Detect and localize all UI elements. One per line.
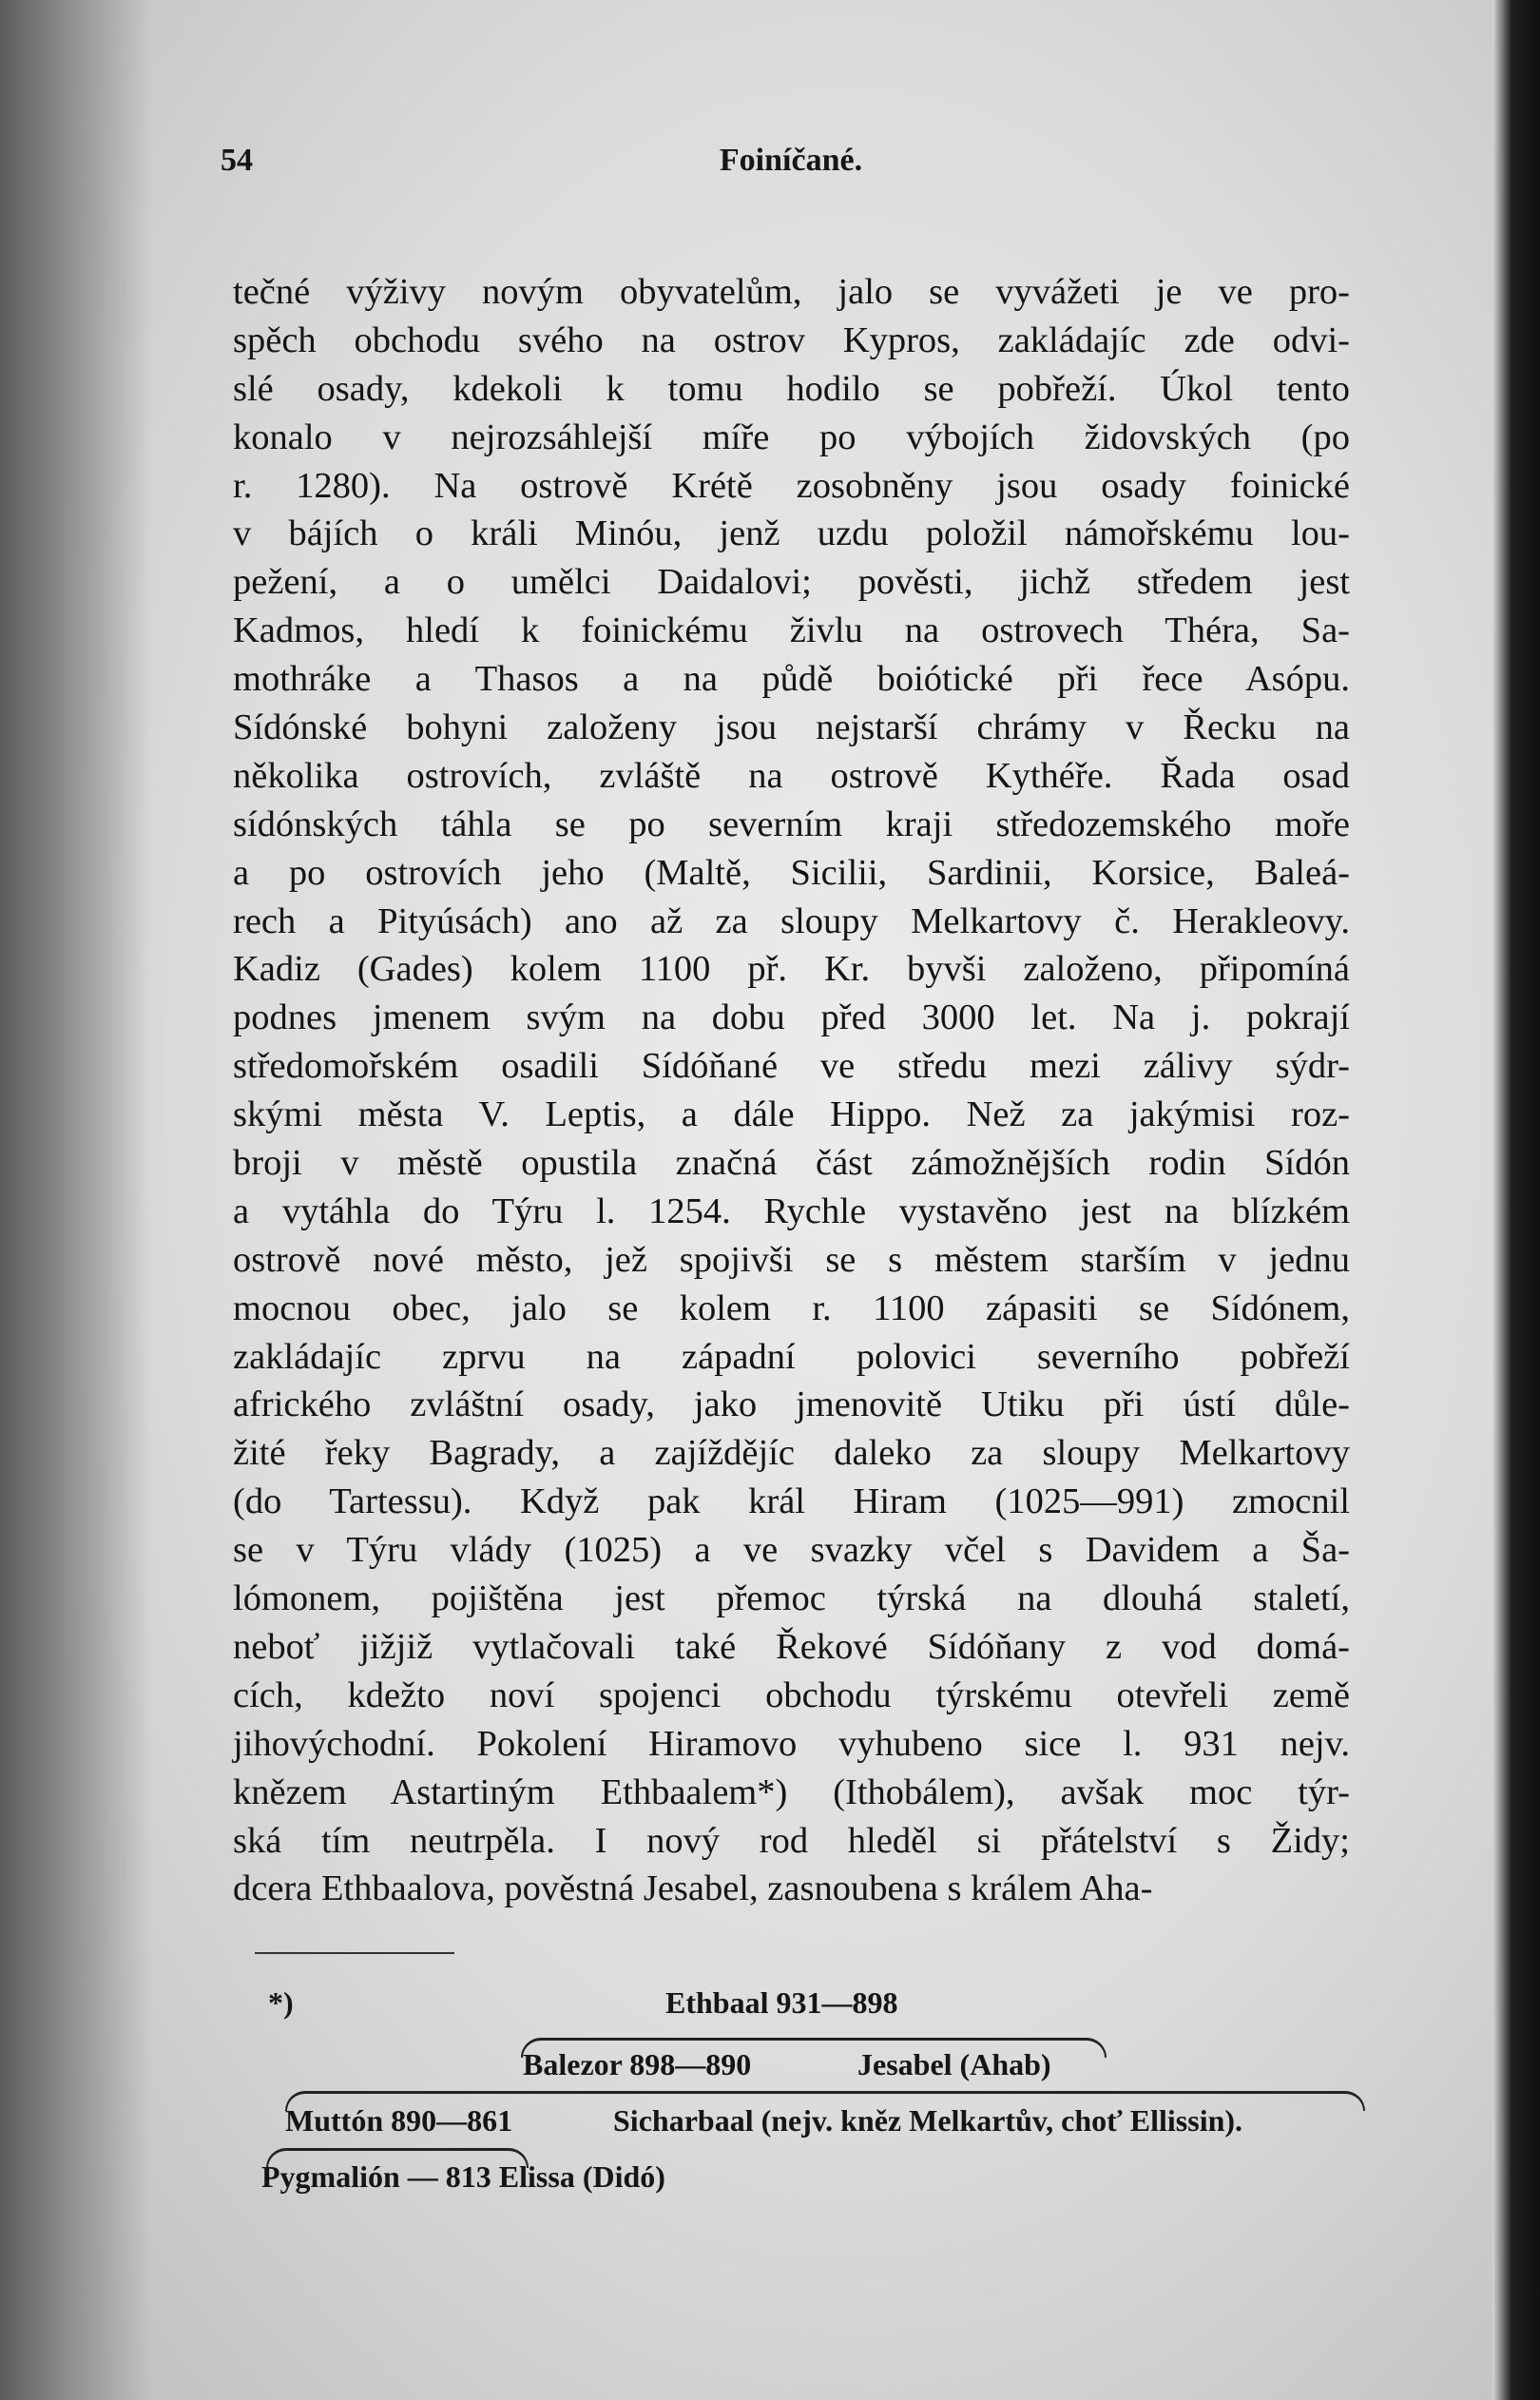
- body-line: lómonem, pojištěna jest přemoc týrská na dlouhá staletí,: [233, 1578, 1350, 1619]
- body-line: Kadiz (Gades) kolem 1100 př. Kr. byvši založeno, připomíná: [233, 949, 1350, 990]
- genealogy-grandchild-2: Sicharbaal (nejv. kněz Melkartův, choť Ellissin).: [613, 2103, 1243, 2138]
- genealogy-grandchild-1: Muttón 890—861: [285, 2103, 513, 2138]
- body-line: broji v městě opustila značná část zámožnějších rodin Sídón: [233, 1143, 1350, 1184]
- page-edge: [1492, 0, 1540, 2400]
- body-line: skými města V. Leptis, a dále Hippo. Než za jakýmisi roz-: [233, 1094, 1350, 1135]
- running-header: [221, 143, 1352, 200]
- genealogy-child-2: Jesabel (Ahab): [857, 2047, 1051, 2081]
- body-line: konalo v nejrozsáhlejší míře po výbojích židovských (po: [233, 416, 1350, 457]
- body-line: Kadmos, hledí k foinickému živlu na ostrovech Théra, Sa-: [233, 610, 1350, 651]
- body-line: středomořském osadili Sídóňané ve středu mezi zálivy sýdr-: [233, 1046, 1350, 1087]
- page-number: 54: [221, 143, 253, 178]
- body-line: se v Týru vlády (1025) a ve svazky včel s Davidem a Ša-: [233, 1530, 1350, 1571]
- body-line: mothráke a Thasos a na půdě boiótické při řece Asópu.: [233, 659, 1350, 700]
- body-line: slé osady, kdekoli k tomu hodilo se pobřeží. Úkol tento: [233, 368, 1350, 409]
- body-line: r. 1280). Na ostrově Krétě zosobněny jsou osady foinické: [233, 465, 1350, 506]
- body-line: několika ostrovích, zvláště na ostrově Kythéře. Řada osad: [233, 755, 1350, 796]
- running-title: Foiníčané.: [719, 143, 863, 178]
- body-line: rech a Pityúsách) ano až za sloupy Melkartovy č. Herakleovy.: [233, 900, 1350, 941]
- body-line: a vytáhla do Týru l. 1254. Rychle vystavěno jest na blízkém: [233, 1190, 1350, 1231]
- body-text: [233, 268, 1350, 1913]
- body-line: dcera Ethbaalova, pověstná Jesabel, zasnoubena s králem Aha-: [233, 1868, 1153, 1909]
- body-line: tečné výživy novým obyvatelům, jalo se vyvážeti je ve pro-: [233, 272, 1350, 312]
- book-spine-shadow: [0, 0, 152, 2400]
- body-line: mocnou obec, jalo se kolem r. 1100 zápasiti se Sídónem,: [233, 1287, 1350, 1328]
- body-line: neboť jižjiž vytlačovali také Řekové Sídóňany z vod domá-: [233, 1626, 1350, 1667]
- footnote-rule: [255, 1952, 454, 1954]
- body-line: ostrově nové město, jež spojivši se s městem starším v jednu: [233, 1239, 1350, 1280]
- footnote-marker: *): [268, 1985, 294, 2020]
- body-line: cích, kdežto noví spojenci obchodu týrskému otevřeli země: [233, 1674, 1350, 1715]
- body-line: pežení, a o umělci Daidalovi; pověsti, jichž středem jest: [233, 562, 1350, 603]
- body-line: sídónských táhla se po severním kraji středozemského moře: [233, 803, 1350, 844]
- body-line: zakládajíc zprvu na západní polovici severního pobřeží: [233, 1336, 1350, 1377]
- body-line: žité řeky Bagrady, a zajíždějíc daleko za sloupy Melkartovy: [233, 1433, 1350, 1474]
- body-line: knězem Astartiným Ethbaalem*) (Ithobálem), avšak moc týr-: [233, 1771, 1350, 1812]
- genealogy-root: Ethbaal 931—898: [665, 1985, 898, 2020]
- body-line: jihovýchodní. Pokolení Hiramovo vyhubeno sice l. 931 nejv.: [233, 1723, 1350, 1764]
- body-line: Sídónské bohyni založeny jsou nejstarší chrámy v Řecku na: [233, 707, 1350, 748]
- genealogy-child-1: Balezor 898—890: [523, 2047, 752, 2081]
- body-line: ská tím neutrpěla. I nový rod hleděl si přátelství s Židy;: [233, 1820, 1350, 1861]
- body-line: v bájích o králi Minóu, jenž uzdu položil námořskému lou-: [233, 513, 1350, 554]
- body-line: afrického zvláštní osady, jako jmenovitě Utiku při ústí důle-: [233, 1384, 1350, 1425]
- genealogy-great-grandchildren: Pygmalión — 813 Elissa (Didó): [261, 2159, 665, 2194]
- body-line: (do Tartessu). Když pak král Hiram (1025—991) zmocnil: [233, 1481, 1350, 1522]
- body-line: a po ostrovích jeho (Maltě, Sicilii, Sardinii, Korsice, Baleá-: [233, 852, 1350, 893]
- body-line: podnes jmenem svým na dobu před 3000 let. Na j. pokrají: [233, 997, 1350, 1038]
- body-line: spěch obchodu svého na ostrov Kypros, zakládajíc zde odvi-: [233, 319, 1350, 360]
